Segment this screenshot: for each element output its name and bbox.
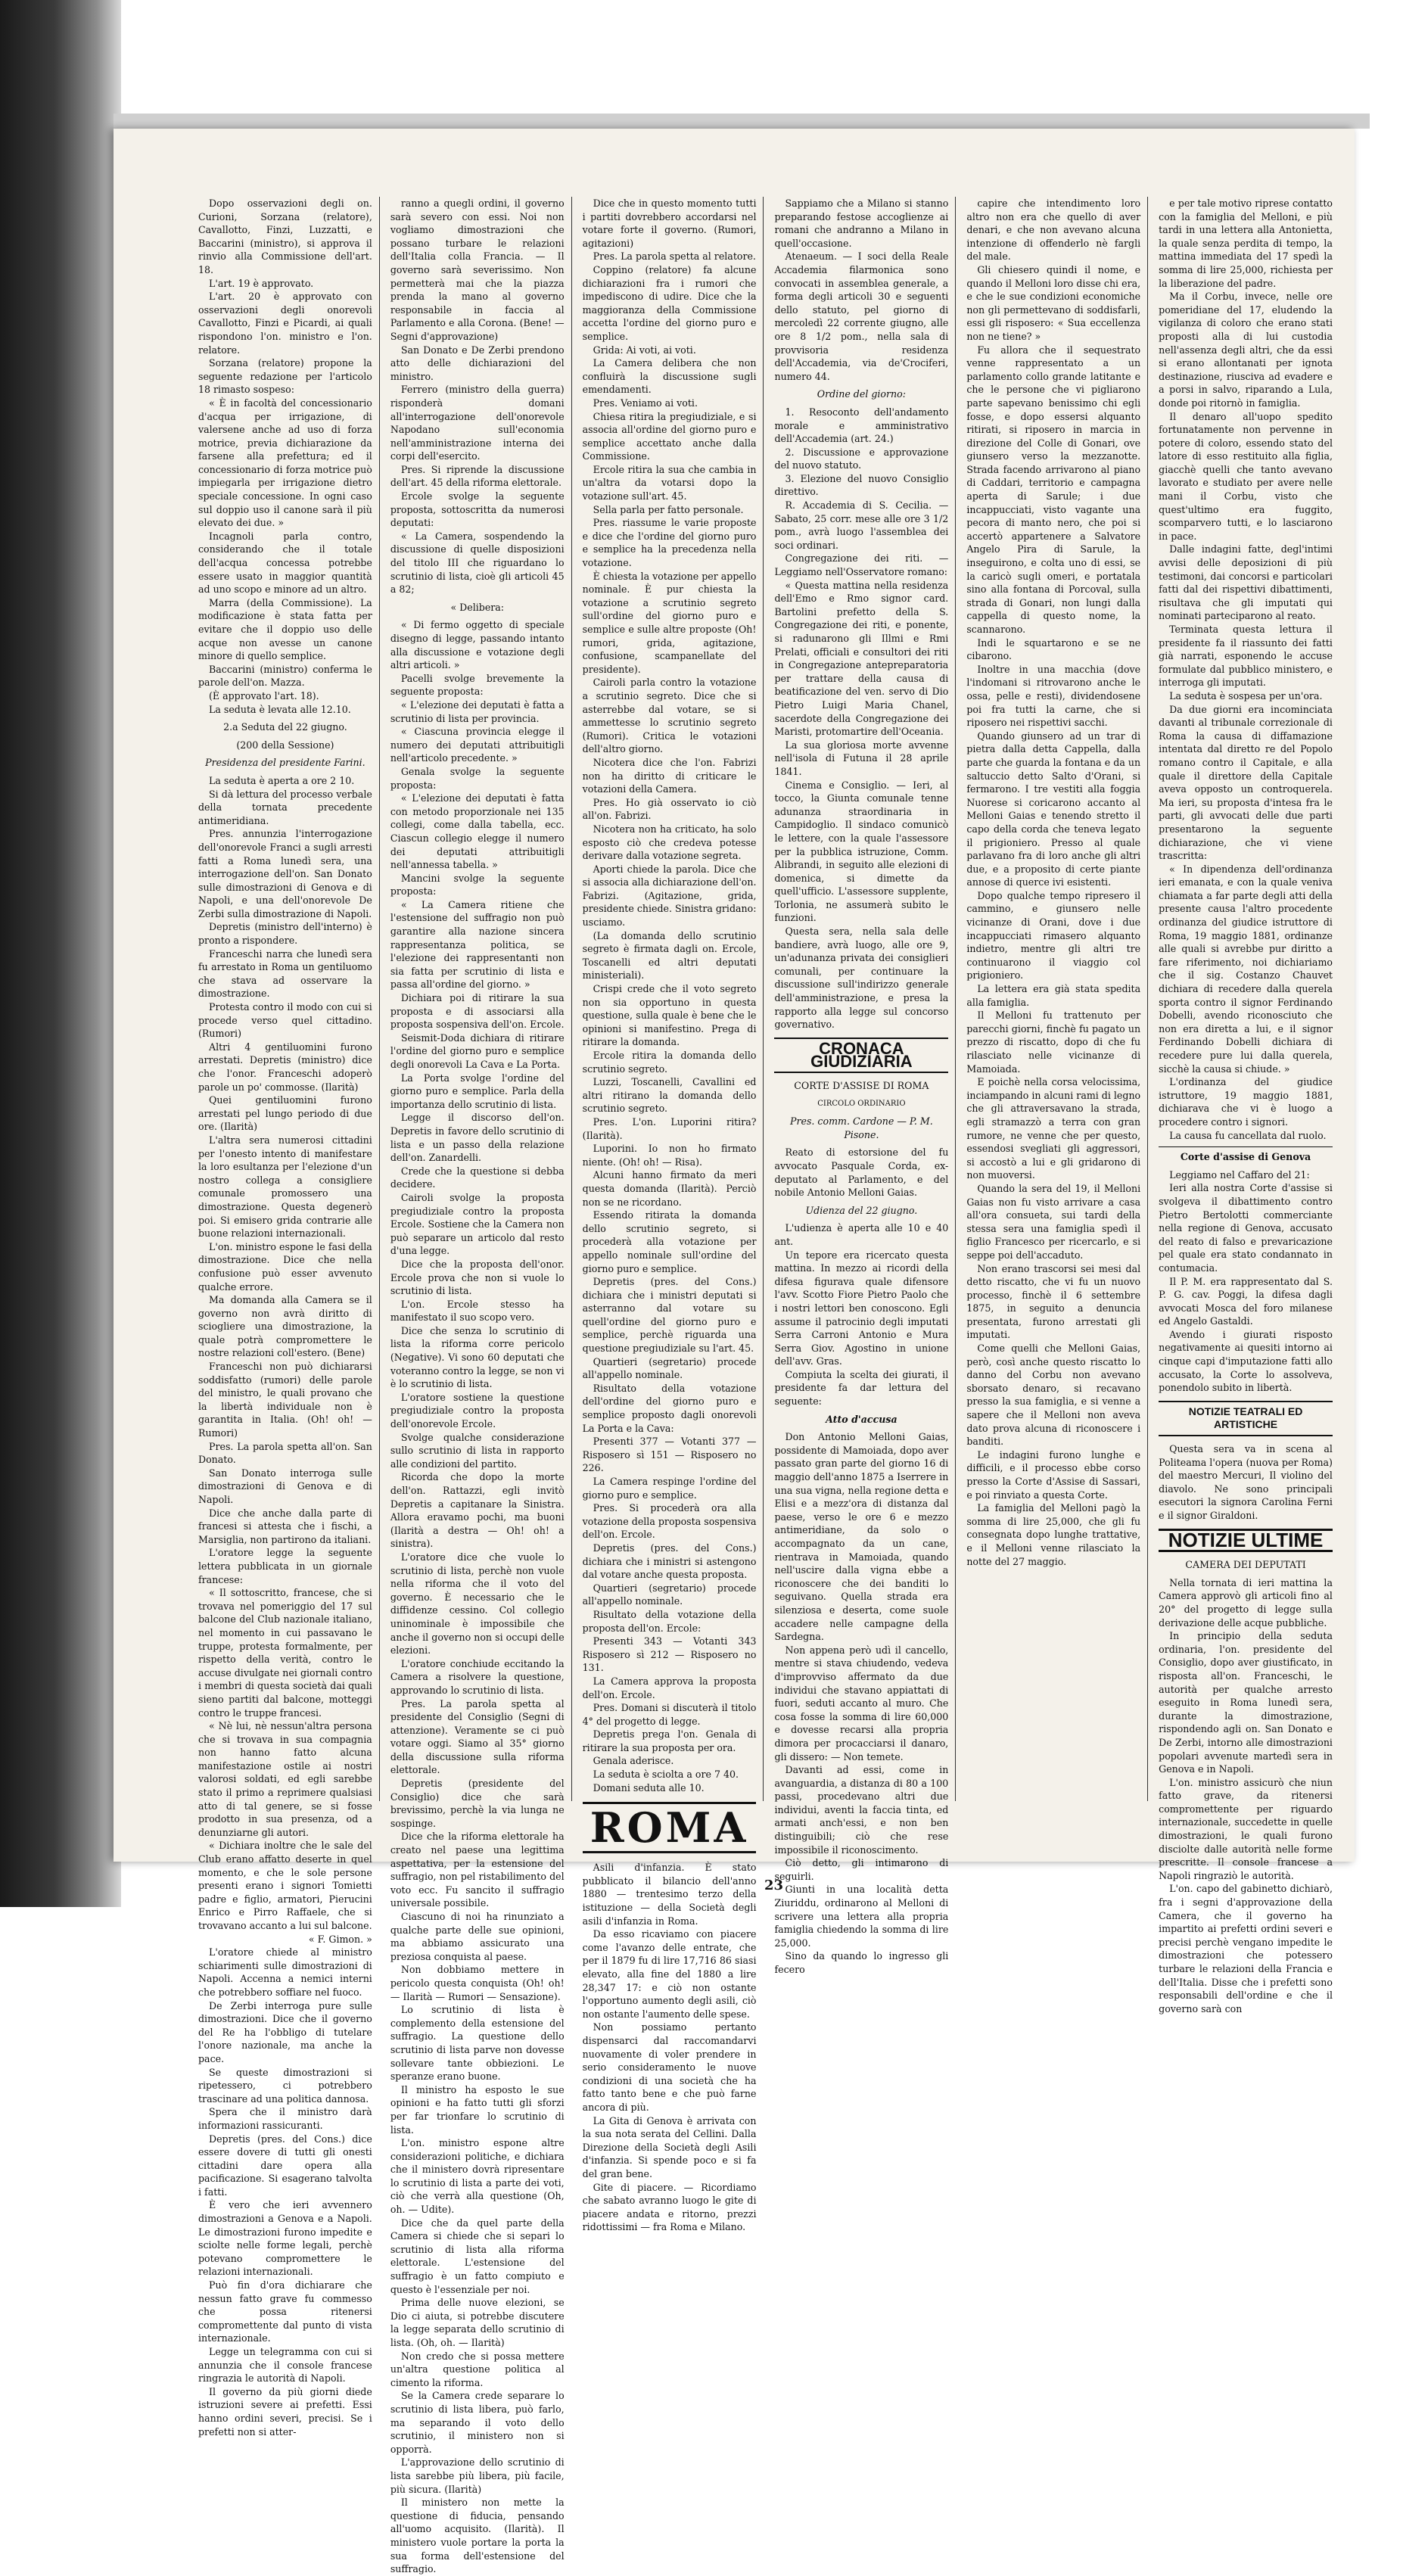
paragraph: « Questa mattina nella residenza dell'Emo e Rmo signor card. Bartolini prefetto della S. Congregazione dei riti, e ponente, si radunarono gli Illmi e Rmi Prelati, officiali e consultori dei riti in Congregazione antepreparatoria per trattare della causa di beatificazione del ven. servo di Dio Pietro Luigi Maria Chanel, sacerdote della Congregazione dei Maristi, protomartire dell'Oceania.	[774, 579, 949, 738]
paragraph: Reato di estorsione del fu avvocato Pasquale Corda, ex-deputato al Parlamento, e del nobile Antonio Melloni Gaias.	[774, 1146, 949, 1199]
paragraph: Il Melloni fu trattenuto per parecchi giorni, finchè fu pagato un prezzo di riscatto, dopo di che fu rilasciato nelle vicinanze di Mamoiada.	[966, 1010, 1141, 1075]
paragraph: « Nè lui, nè nessun'altra persona che si trovava in sua compagnia non hanno fatto alcuna manifestazione ostile ai nostri valorosi soldati, ed egli sarebbe stato il primo a reprimere qualsiasi atto di tal genere, se si fosse prodotto in sua presenza, od a denunziarne gli autori.	[198, 1720, 372, 1838]
paragraph: L'on. capo del gabinetto dichiarò, fra i segni d'approvazione della Camera, che il governo ha impartito ai prefetti ordini severi e precisi perchè vengano impedite le dimostrazioni che potessero turbare le relazioni della Francia e dell'Italia. Disse che i prefetti sono responsabili dell'ordine e che il governo sarà con	[1159, 1883, 1333, 2014]
paragraph: Coppino (relatore) fa alcune dichiarazioni fra i rumori che impediscono di udire. Dice che la maggioranza della Commissione accetta l'ordine del giorno puro e semplice.	[582, 263, 757, 342]
genova-court-heading: Corte d'assise di Genova	[1159, 1146, 1333, 1164]
book-spine	[0, 0, 121, 1907]
column-2	[387, 197, 572, 2575]
paragraph: Dice che da quel parte della Camera si chiede che si separi lo scrutinio di lista alla riforma elettorale. L'estensione del suffragio è un fatto compiuto e questo è l'essenziale per noi.	[390, 2217, 565, 2295]
paragraph: La Camera respinge l'ordine del giorno puro e semplice.	[582, 1476, 757, 1501]
paragraph: Ciò detto, gli intimarono di seguirli.	[774, 1857, 949, 1882]
paragraph: ranno a quegli ordini, il governo sarà severo con essi. Noi non vogliamo dimostrazioni che possano turbare le relazioni dell'Italia colla Francia. — Il governo sarà severissimo. Non permetterà mai che la piazza prenda la mano al governo responsabile in faccia al Parlamento e alla Corona. (Bene! — Segni d'approvazione)	[390, 198, 565, 342]
paragraph: Aporti chiede la parola. Dice che si associa alla dichiarazione dell'on. Fabrizi. (Agitazione, grida, presidente chiede. Sinistra gridano: usciamo.	[582, 863, 757, 929]
paragraph: La famiglia del Melloni pagò la somma di lire 25,000, che gli fu consegnata dopo lunghe trattative, e il Melloni venne rilasciato la notte del 27 maggio.	[966, 1502, 1141, 1567]
paragraph: Dopo qualche tempo ripresero il cammino, e giunsero nelle vicinanze di Orani, dove i due incappucciati rimasero alquanto indietro, mentre gli altri tre continuarono il viaggio col prigioniero.	[966, 889, 1141, 982]
paragraph: capire che intendimento loro altro non era che quello di aver denari, e che non avevano alcuna intenzione di offenderlo nè fargli del male.	[966, 198, 1141, 263]
paragraph: Pres. La parola spetta al relatore.	[593, 250, 756, 263]
paragraph: La seduta è levata alle 12.10.	[209, 703, 351, 715]
paragraph: 3. Elezione del nuovo Consiglio direttivo.	[774, 472, 949, 498]
paragraph: Prima delle nuove elezioni, se Dio ci aiuta, si potrebbe discutere la legge separata dello scrutinio di lista. (Oh, oh. — Ilarità)	[390, 2297, 565, 2348]
paragraph: La Camera approva la proposta dell'on. Ercole.	[582, 1675, 757, 1700]
paragraph: Se la Camera crede separare lo scrutinio di lista libera, può farlo, ma separando il voto dello scrutinio, il ministero non si opporrà.	[390, 2390, 565, 2455]
paragraph: Il ministro ha esposto le sue opinioni e ha fatto tutti gli sforzi per far trionfare lo scrutinio di lista.	[390, 2083, 565, 2136]
paragraph: Ieri alla nostra Corte d'assise si svolgeva il dibattimento contro Pietro Bertolotti commerciante nella regione di Genova, accusato del reato di falso e prevaricazione pel quale era stato condannato in contumacia.	[1159, 1182, 1333, 1274]
paragraph: La causa fu cancellata dal ruolo.	[1169, 1129, 1327, 1141]
paragraph: Quartieri (segretario) procede all'appello nominale.	[582, 1582, 757, 1607]
paragraph: Fu allora che il sequestrato venne rappresentato a un parlamento collo grande latitante e che le persone che vi pigliarono parte sapevano benissimo chi egli fosse, e dopo essersi alquanto ritirati, si riposero in marcia in direzione del Colle di Gonari, ove giunsero verso la mezzanotte. Strada facendo arrivarono al piano di Caddari, territorio e campagna aperta di Sarule; i due incappucciati, visto vagante una pecora di manto nero, che poi si accertò appartenere a Salvatore Angelo Pira di Sarule, la inseguirono, e colta uno di essi, se la caricò sugli omeri, e portatala sino alla fontana di Porcoval, sulla strada di Gonari, non lungi dalla cappella di questo nome, la scannarono.	[966, 344, 1141, 635]
paragraph: Da due giorni era incominciata davanti al tribunale correzionale di Roma la causa di diffamazione intentata dal diretto re del Popolo romano contro il Capitale, e alla quale il direttore della Capitale aveva opposto un controquerela. Ma ieri, su proposta d'intesa fra le parti, gli avvocati delle due parti presentarono la seguente dichiarazione, che vi viene trascritta:	[1159, 703, 1333, 862]
paragraph: Pres. Ho già osservato io ciò all'on. Fabrizi.	[582, 796, 757, 822]
paragraph: Baccarini (ministro) conferma le parole dell'on. Mazza.	[198, 663, 372, 689]
paragraph: L'oratore dice che vuole lo scrutinio di lista, perchè non vuole nella riforma che il voto del governo. È necessario che le diffidenze cessino. Col collegio uninominale è impossibile che anche il governo non si occupi delle elezioni.	[390, 1551, 565, 1657]
paragraph: Gli chiesero quindi il nome, e quando il Melloni loro disse chi era, e che le sue condizioni economiche non gli permettevano di soddisfarli, essi gli risposero: « Sua eccellenza non ne tiene? »	[966, 263, 1141, 342]
paragraph: Non appena però udì il cancello, mentre si stava chiudendo, vedeva d'improvviso affermato da due individui che stavano appiattati di fuori, seduti accanto al muro. Che cosa fosse la somma di lire 60,000 e dovesse recarsi alla propria dimora per procacciarsi il danaro, gli dissero: — Non temete.	[774, 1644, 949, 1762]
paragraph: Luzzi, Toscanelli, Cavallini ed altri ritirano la domanda dello scrutinio segreto.	[582, 1076, 757, 1115]
paragraph: L'approvazione dello scrutinio di lista sarebbe più libera, più facile, più sicura. (Ilarità)	[390, 2456, 565, 2495]
paragraph: Pres. Si riprende la discussione dell'art. 45 della riforma elettorale.	[390, 463, 565, 489]
paragraph: Presenti 343 — Votanti 343 Risposero sì 212 — Risposero no 131.	[582, 1635, 757, 1674]
paragraph: Può fin d'ora dichiarare che nessun fatto grave fu commesso che possa ritenersi compromettente dal punto di vista internazionale.	[198, 2279, 372, 2344]
paragraph: Franceschi non può dichiararsi soddisfatto (rumori) delle parole del ministro, le quali provano che la libertà individuale non è garantita in Italia. (Oh! oh! — Rumori)	[198, 1361, 372, 1439]
paragraph: L'art. 20 è approvato con osservazioni degli onorevoli Cavallotto, Finzi e Picardi, ai quali rispondono l'on. ministro e l'on. relatore.	[198, 291, 372, 356]
paragraph: « Il sottoscritto, francese, che si trovava nel pomeriggio del 17 sul balcone del Club nazionale italiano, nel momento in cui passavano le truppe, protesta formalmente, per rispetto della verità, contro le accuse divulgate nei giornali contro i membri di questa società dai quali sieno partiti dal balcone, motteggi contro le truppe francesi.	[198, 1587, 372, 1719]
page-number: 23	[764, 1878, 784, 1893]
paragraph: Don Antonio Melloni Gaias, possidente di Mamoiada, dopo aver passato gran parte del giorno 16 di maggio dell'anno 1875 a Iserrere in una sua vigna, nella regione detta e Elisi e a mezz'ora di distanza dal paese, verso le ore 6 e mezzo antimeridiane, da solo o accompagnato da un cane, rientrava in Mamoiada, quando nell'uscire dalla vigna ebbe a riconoscere che dei banditi lo seguivano. Quella strada era silenziosa e deserta, come suole accadere nelle campagne della Sardegna.	[774, 1431, 949, 1643]
paragraph: L'oratore conchiude eccitando la Camera a risolvere la questione, approvando lo scrutinio di lista.	[390, 1657, 565, 1696]
paragraph: Dice che la riforma elettorale ha creato nel paese una legittima aspettativa, per la estensione del suffragio, non pel ristabilimento del voto ecc. Fu sancito il suffragio universale possibile.	[390, 1831, 565, 1909]
paragraph: Indi le squartarono e se ne cibarono.	[966, 636, 1141, 662]
paragraph: Legge un telegramma con cui si annunzia che il console francese ringrazia le autorità di Napoli.	[198, 2346, 372, 2385]
session-number: (200 della Sessione)	[236, 739, 334, 751]
paragraph: Cairoli parla contro la votazione a scrutinio segreto. Dice che si asterrebbe dal votare, se si ammettesse lo scrutinio segreto (Rumori). Critica le votazioni dell'altro giorno.	[582, 677, 757, 755]
column-6	[1156, 197, 1339, 2014]
paragraph: E poichè nella corsa velocissima, inciampando in alcuni rami di legno che gli attraversavano la strada, egli stramazzò a terra con gran rumore, ne venne che per questo, essendosi svegliati gli aggressori, si accostò a lui e gli gridarono di non muoversi.	[966, 1076, 1141, 1181]
paragraph: 2. Discussione e approvazione del nuovo statuto.	[774, 446, 949, 471]
paragraph: Sella parla per fatto personale.	[593, 503, 744, 515]
paragraph: Nicotera non ha criticato, ha solo esposto ciò che credeva potesse derivare dalla votazione segreta.	[582, 823, 757, 862]
paragraph: Terminata questa lettura il presidente fa il riassunto dei fatti già narrati, esponendo le accuse formulate dal pubblico ministero, e interroga gli imputati.	[1159, 624, 1333, 689]
paragraph: L'on. ministro espone le fasi della dimostrazione. Dice che nella confusione può esser avvenuto qualche errore.	[198, 1240, 372, 1293]
paragraph: La seduta è sciolta a ore 7 40.	[593, 1769, 739, 1781]
paragraph: Non possiamo pertanto dispensarci dal raccomandarvi nuovamente di voler prendere in serio consideramento le nuove condizioni di una società che ha fatto tanto bene e che può farne ancora di più.	[582, 2021, 757, 2113]
paragraph: Seismit-Doda dichiara di ritirare l'ordine del giorno puro e semplice degli onorevoli La Cava e La Porta.	[390, 1031, 565, 1070]
paragraph: Sorzana (relatore) propone la seguente redazione per l'articolo 18 rimasto sospeso:	[198, 357, 372, 396]
paragraph: Se queste dimostrazioni si ripetessero, ci potrebbero trascinare ad una politica dannosa.	[198, 2066, 372, 2105]
paragraph: « Dichiara inoltre che le sale del Club erano affatto deserte in quel momento, e che le sole persone presenti erano i signori Tomietti padre e figlio, armatori, Pierucini Enrico e Pirro Raffaele, che si trovavano accanto a lui sul balcone.	[198, 1840, 372, 1931]
paragraph: Ercole ritira la sua che cambia in un'altra da votarsi dopo la votazione sull'art. 45.	[582, 463, 757, 502]
paragraph: Grida: Ai voti, ai voti.	[593, 344, 696, 356]
paragraph: Questa sera va in scena al Politeama l'opera (nuova per Roma) del maestro Mercuri, Il violino del diavolo. Ne sono principali esecutori la signora Carolina Ferni e il signor Giraldoni.	[1159, 1443, 1333, 1521]
paragraph: Ma il Corbu, invece, nelle ore pomeridiane del 17, eludendo la vigilanza di coloro che erano stati proposti alla di lui custodia nell'assenza degli altri, che da essi si erano allontanati per ignota destinazione, riusciva ad evadere e a porsi in salvo, riparando a Lula, donde poi ritornò in famiglia.	[1159, 291, 1333, 409]
paragraph: Il denaro all'uopo spedito fortunatamente non pervenne in potere di coloro, essendo stato del latore di esso restituito alla figlia, giacchè quelli che tanto avevano lavorato e studiato per avere nelle mani il Corbu, visto che quest'ultimo era fuggito, scomparvero tutti, e lo lasciarono in pace.	[1159, 410, 1333, 542]
paragraph: La lettera era già stata spedita alla famiglia.	[966, 983, 1141, 1008]
paragraph: « Di fermo oggetto di speciale disegno di legge, passando intanto alla discussione e votazione degli altri articoli. »	[390, 619, 565, 671]
paragraph: Pacelli svolge brevemente la seguente proposta:	[390, 672, 565, 698]
paragraph: Pres. annunzia l'interrogazione dell'onorevole Franci a sugli arresti fatti a Roma lunedì sera, una interrogazione dell'on. San Donato sulle dimostrazioni di Genova e di Napoli, e una dell'onorevole De Zerbi sulla dimostrazione di Napoli.	[198, 828, 372, 919]
paragraph: Ferrero (ministro della guerra) risponderà domani all'interrogazione dell'onorevole Napodano sull'economia nell'amministrazione interna dei corpi dell'esercito.	[390, 384, 565, 462]
indictment-heading: Atto d'accusa	[826, 1413, 897, 1425]
circle-heading: CIRCOLO ORDINARIO	[817, 1099, 906, 1108]
paragraph: Inoltre in una macchia (dove l'indomani si ritrovarono anche le ossa, pelle e resti), dividendosene poi fra tutti la carne, che si riposero nei rispettivi sacchi.	[966, 663, 1141, 729]
paragraph: Dice che la proposta dell'onor. Ercole prova che non si vuole lo scrutinio di lista.	[390, 1258, 565, 1297]
paragraph: Non dobbiamo mettere in pericolo questa conquista (Oh! oh! — Ilarità — Rumori — Sensazione).	[390, 1964, 565, 2002]
paragraph: È vero che ieri avvennero dimostrazioni a Genova e a Napoli. Le dimostrazioni furono impedite e sciolte nelle forme legali, perchè potevano compromettere le relazioni internazionali.	[198, 2199, 372, 2278]
paragraph: Ciascuno di noi ha rinunziato a qualche parte delle sue opinioni, ma abbiamo assicurato una preziosa conquista al paese.	[390, 1911, 565, 1962]
presidency-line: Presidenza del presidente Farini.	[205, 757, 366, 769]
paragraph: Congregazione dei riti. — Leggiamo nell'Osservatore romano:	[774, 552, 949, 578]
paragraph: L'art. 19 è approvato.	[209, 277, 314, 289]
cronaca-giudiziaria-heading: CRONACA GIUDIZIARIA	[774, 1038, 948, 1073]
paragraph: Svolge qualche considerazione sullo scrutinio di lista in rapporto alle condizioni del partito.	[390, 1431, 565, 1470]
paragraph: Incagnoli parla contro, considerando che il totale dell'acqua concessa potrebbe essere usato in maggior quantità ad uno scopo e minore ad un altro.	[198, 530, 372, 596]
paragraph: Gite di piacere. — Ricordiamo che sabato avranno luogo le gite di piacere andata e ritorno, prezzi ridottissimi — fra Roma e Milano.	[582, 2181, 757, 2233]
paragraph: Legge il discorso dell'on. Depretis in favore dello scrutinio di lista e un passo della relazione dell'on. Zanardelli.	[390, 1112, 565, 1164]
paragraph: « In dipendenza dell'ordinanza ieri emanata, e con la quale veniva chiamata a far parte degli atti della presente causa l'altro procedente ordinanza del giudice istruttore di Roma, 19 maggio 1881, ordinanze alle quali si avrebbe pur diritto a fare riferimento, noi dichiariamo che il sig. Costanzo Chauvet dichiara di recedere dalla querela sporta contro il signor Ferdinando Dobelli, avendo riconosciuto che non era diretta a lui, e il signor Ferdinando Dobelli dichiara di recedere pure lui dalla querela, sicchè la causa si chiude. »	[1159, 863, 1333, 1075]
paragraph: Giunti in una località detta Ziuriddu, ordinarono al Melloni di scrivere una lettera alla propria famiglia chiedendo la somma di lire 25,000.	[774, 1884, 949, 1949]
paragraph: Avendo i giurati risposto negativamente ai quesiti intorno ai cinque capi d'imputazione fatti allo accusato, la Corte lo assolveva, ponendolo subito in libertà.	[1159, 1328, 1333, 1394]
paragraph: Crede che la questione si debba decidere.	[390, 1165, 565, 1190]
paragraph: La seduta è sospesa per un'ora.	[1169, 689, 1323, 702]
paragraph: Depretis prega l'on. Genala di ritirare la sua proposta per ora.	[582, 1728, 757, 1753]
paragraph: Pres. riassume le varie proposte e dice che l'ordine del giorno puro e semplice ha la precedenza nella votazione.	[582, 517, 757, 569]
paragraph: « L'elezione dei deputati è fatta a scrutinio di lista per provincia.	[390, 698, 565, 724]
paragraph: Franceschi narra che lunedì sera fu arrestato in Roma un gentiluomo che stava ad osservare la dimostrazione.	[198, 947, 372, 1000]
paragraph: Un tepore era ricercato questa mattina. In mezzo ai ricordi della difesa figurava quale difensore l'avv. Scotto Fiore Pietro Paolo che i nostri lettori ben conoscono. Egli assume il patrocinio degli imputati Serra Carroni Antonio e Mura Serra Giov. Agostino in unione dell'avv. Gras.	[774, 1249, 949, 1367]
paragraph: La sua gloriosa morte avvenne nell'isola di Futuna il 28 aprile 1841.	[774, 739, 949, 777]
paragraph: Pres. La parola spetta all'on. San Donato.	[198, 1440, 372, 1466]
paragraph: Dice che in questo momento tutti i partiti dovrebbero accordarsi nel votare forte il governo. (Rumori, agitazioni)	[582, 198, 757, 249]
paragraph: Genala svolge la seguente proposta:	[390, 765, 565, 791]
paragraph: L'on. Ercole stesso ha manifestato il suo scopo vero.	[390, 1298, 565, 1324]
paragraph: L'oratore sostiene la questione pregiudiziale contro la proposta dell'onorevole Ercole.	[390, 1391, 565, 1430]
signature: « F. Gimon. »	[308, 1933, 372, 1945]
paragraph: Spera che il ministro darà informazioni rassicuranti.	[198, 2106, 372, 2131]
court-heading: CORTE D'ASSISE DI ROMA	[794, 1080, 929, 1091]
paragraph: L'oratore chiede al ministro schiarimenti sulle dimostrazioni di Napoli. Accenna a nemici interni che potrebbero soffiare nel fuoco.	[198, 1946, 372, 1998]
paragraph: Asili d'infanzia. È stato pubblicato il bilancio dell'anno 1880 — trentesimo terzo della istituzione — della Società degli asili d'infanzia in Roma.	[582, 1862, 757, 1927]
paragraph: Quartieri (segretario) procede all'appello nominale.	[582, 1355, 757, 1381]
paragraph: Pres. Si procederà ora alla votazione della proposta sospensiva dell'on. Ercole.	[582, 1502, 757, 1541]
paragraph: Cairoli svolge la proposta pregiudiziale contro la proposta Ercole. Sostiene che la Camera non può separare un articolo dal resto d'una legge.	[390, 1191, 565, 1257]
paragraph: e per tale motivo riprese contatto con la famiglia del Melloni, e più tardi in una lettera alla Antonietta, la quale senza perdita di tempo, la mattina immediata del 17 spedì la somma di lire 25,000, richiesta per la liberazione del padre.	[1159, 198, 1333, 289]
paragraph: Ma domanda alla Camera se il governo non avrà diritto di sciogliere una dimostrazione, la quale potrà compromettere le nostre relazioni coll'estero. (Bene)	[198, 1294, 372, 1359]
paragraph: Depretis (ministro dell'interno) è pronto a rispondere.	[198, 921, 372, 947]
paragraph: Essendo ritirata la domanda dello scrutinio segreto, si procederà alla votazione per appello nominale sull'ordine del giorno puro e semplice.	[582, 1209, 757, 1274]
paragraph: Le indagini furono lunghe e difficili, e il processo ebbe corso presso la Corte d'Assise di Sassari, e poi rinviato a questa Corte.	[966, 1448, 1141, 1501]
paragraph: Depretis (pres. del Cons.) dichiara che i ministri deputati si asterranno dal votare su quell'ordine del giorno puro e semplice, perchè riguarda una questione pregiudiziale su l'art. 45.	[582, 1276, 757, 1355]
paragraph: Risultato della votazione della proposta dell'on. Ercole:	[582, 1608, 757, 1634]
paragraph: Chiesa ritira la pregiudiziale, e si associa all'ordine del giorno puro e semplice accettato anche dalla Commissione.	[582, 410, 757, 462]
paragraph: Questa sera, nella sala delle bandiere, avrà luogo, alle ore 9, un'adunanza privata dei consiglieri comunali, per continuare la discussione sull'indirizzo generale dell'amministrazione, e presa la rapporto alla legge sul concorso governativo.	[774, 926, 949, 1031]
paragraph: « Delibera:	[450, 601, 505, 613]
paragraph: L'on. ministro espone altre considerazioni politiche, e dichiara che il ministero dovrà ripresentare lo scrutinio di lista a parte dei voti, ciò che verrà alla questione (Oh, oh. — Udite).	[390, 2137, 565, 2216]
paragraph: L'altra sera numerosi cittadini per l'onesto intento di manifestare la loro esultanza per l'elezione d'un nostro collega a consigliere comunale promossero una dimostrazione. Questa degenerò poi. Si emisero grida contrarie alle buone relazioni internazionali.	[198, 1134, 372, 1240]
paragraph: L'oratore legge la seguente lettera pubblicata in un giornale francese:	[198, 1547, 372, 1585]
column-3	[580, 197, 764, 2233]
hearing-date: Udienza del 22 giugno.	[805, 1204, 918, 1216]
paragraph: Protesta contro il modo con cui si procede verso quel cittadino. (Rumori)	[198, 1001, 372, 1040]
paragraph: Dalle indagini fatte, degl'intimi avvisi delle deposizioni di più testimoni, dai concorsi e particolari fatti dal dei rispettivi dibattimenti, risultava che gli imputati qui nominati parteciparono al reato.	[1159, 543, 1333, 622]
paragraph: Risultato della votazione dell'ordine del giorno puro e semplice proposto dagli onorevoli La Porta e la Cava:	[582, 1382, 757, 1434]
paragraph: Pres. L'on. Luporini ritira? (Ilarità).	[582, 1115, 757, 1141]
paragraph: « È in facoltà del concessionario d'acqua per irrigazione, di valersene anche ad uso di forza motrice, previa dichiarazione da farsene alla prefettura; ed il concessionario di forza motrice può impiegarla per irrigazione dietro speciale concessione. In ogni caso sul doppio uso il canone sarà il più elevato dei due. »	[198, 397, 372, 529]
paragraph: Leggiamo nel Caffaro del 21:	[1169, 1168, 1310, 1181]
paragraph: Pres. Veniamo ai voti.	[593, 397, 698, 409]
paragraph: La Porta svolge l'ordine del giorno puro e semplice. Parla della importanza dello scrutinio di lista.	[390, 1072, 565, 1110]
latest-news-heading: NOTIZIE ULTIME	[1159, 1529, 1333, 1553]
paragraph: Pres. Domani si discuterà il titolo 4° del progetto di legge.	[582, 1702, 757, 1727]
paragraph: San Donato interroga sulle dimostrazioni di Genova e di Napoli.	[198, 1467, 372, 1505]
paragraph: In principio della seduta ordinaria, l'on. presidente del Consiglio, dopo aver giustificato, in risposta all'on. Franceschi, le autorità per qualche arresto eseguito in Roma lunedì sera, durante la dimostrazione, rispondendo agli on. San Donato e De Zerbi, intorno alle dimostrazioni popolari avvenute martedì sera in Genova e in Napoli.	[1159, 1630, 1333, 1775]
paragraph: Da esso ricaviamo con piacere come l'avanzo delle entrate, che per il 1879 fu di lire 17,716 86 siasi elevato, alla fine del 1880 a lire 28,347 17: e ciò non ostante l'opportuno aumento degli asili, ciò non ostante l'aumento delle spese.	[582, 1928, 757, 2020]
paragraph: Alcuni hanno firmato da meri questa domanda (Ilarità). Perciò non se ne ricordano.	[582, 1169, 757, 1208]
chamber-heading: CAMERA DEI DEPUTATI	[1185, 1559, 1306, 1571]
paragraph: Il ministero non mette la questione di fiducia, pensando all'uomo acquisito. (Ilarità). Il ministero vuole portare la porta la sua forma dell'estensione del suffragio.	[390, 2497, 565, 2575]
paragraph: È chiesta la votazione per appello nominale. È pur chiesta la votazione a scrutinio segreto sull'ordine del giorno puro e semplice e sulle altre proposte (Oh! rumori, grida, agitazione, confusione, scampanellate del presidente).	[582, 570, 757, 675]
paragraph: L'udienza è aperta alle 10 e 40 ant.	[774, 1222, 949, 1247]
paragraph: Dice che senza lo scrutinio di lista la riforma corre pericolo (Negative). Vi sono 60 deputati che voteranno contro la legge, se non vi è lo scrutinio di lista.	[390, 1324, 565, 1390]
paragraph: Nicotera dice che l'on. Fabrizi non ha diritto di criticare le votazioni della Camera.	[582, 756, 757, 795]
paragraph: Non credo che si possa mettere un'altra questione politica al cimento la riforma.	[390, 2350, 565, 2388]
paragraph: San Donato e De Zerbi prendono atto delle dichiarazioni del ministro.	[390, 344, 565, 382]
paragraph: « La Camera, sospendendo la discussione di quelle disposizioni del titolo III che riguardano lo scrutinio di lista, cioè gli articoli 45 a 82;	[390, 530, 565, 596]
paragraph: Atenaeum. — I soci della Reale Accademia filarmonica sono convocati in assemblea generale, a forma degli articoli 30 e seguenti dello statuto, pel giorno di mercoledì 22 corrente giugno, alle ore 8 1/2 pom., nella sala di provvisoria residenza dell'Accademia, via de'Crociferi, numero 44.	[774, 250, 949, 382]
paragraph: Ricorda che dopo la morte dell'on. Rattazzi, egli invitò Depretis a capitanare la Sinistra. Allora eravamo pochi, ma buoni (Ilarità a destra — Oh! oh! a sinistra).	[390, 1471, 565, 1550]
president-line: Pres. comm. Cardone — P. M. Pisone.	[790, 1115, 933, 1140]
paragraph: Compiuta la scelta dei giurati, il presidente fa dar lettura del seguente:	[774, 1368, 949, 1408]
paragraph: Ercole svolge la seguente proposta, sottoscritta da numerosi deputati:	[390, 490, 565, 529]
paragraph: « Ciascuna provincia elegge il numero dei deputati attribuitigli nell'articolo precedente. »	[390, 726, 565, 764]
column-1	[195, 197, 380, 2438]
paragraph: Altri 4 gentiluomini furono arrestati. Depretis (ministro) dice che l'onor. Franceschi adoperò parole un po' commosse. (Ilarità)	[198, 1041, 372, 1093]
paragraph: Crispi crede che il voto segreto non sia opportuno in questa questione, sulla quale è bene che le opinioni si manifestino. Prega di ritirare la domanda.	[582, 983, 757, 1048]
session-heading: 2.a Seduta del 22 giugno.	[223, 721, 347, 733]
paragraph: Sino da quando lo ingresso gli fecero	[774, 1950, 949, 1975]
paragraph: Come quelli che Melloni Gaias, però, così anche questo riscatto lo danno del Corbu non avevano sborsato denaro, si recavano presso la sua famiglia, e si venne a sapere che il Melloni non aveva dato prova alcuna di riconoscere i banditi.	[966, 1342, 1141, 1448]
paragraph: Mancini svolge la seguente proposta:	[390, 872, 565, 898]
roma-section-heading: ROMA	[583, 1802, 757, 1853]
paragraph: Si dà lettura del processo verbale della tornata precedente antimeridiana.	[198, 788, 372, 826]
paragraph: R. Accademia di S. Cecilia. — Sabato, 25 corr. mese alle ore 3 1/2 pom., avrà luogo l'assemblea dei soci ordinari.	[774, 499, 949, 551]
paragraph: Depretis (pres. del Cons.) dichiara che i ministri si astengono dal votare anche questa proposta.	[582, 1542, 757, 1581]
paragraph: « L'elezione dei deputati è fatta con metodo proporzionale nei 135 collegi, come dalla tabella, ecc. Ciascun collegio elegge il numero dei deputati attribuitigli nell'annessa tabella. »	[390, 792, 565, 871]
paragraph: Cinema e Consiglio. — Ieri, al tocco, la Giunta comunale tenne adunanza straordinaria in Campidoglio. Il sindaco comunicò le lettere, con la quale l'assessore per la pubblica istruzione, Comm. Alibrandi, in seguito alle elezioni di domenica, si dimette da quell'ufficio. L'assessore supplente, Torlonia, ne assumerà subito le funzioni.	[774, 779, 949, 924]
paragraph: Sappiamo che a Milano si stanno preparando festose accoglienze ai romani che andranno a Milano in quell'occasione.	[774, 198, 949, 249]
agenda-heading: Ordine del giorno:	[817, 388, 906, 400]
paragraph: Dichiara poi di ritirare la sua proposta e di associarsi alla proposta sospensiva dell'on. Ercole.	[390, 992, 565, 1031]
paragraph: Nella tornata di ieri mattina la Camera approvò gli articoli fino al 20° del progetto di legge sulla derivazione delle acque pubbliche.	[1159, 1576, 1333, 1629]
paragraph: Non erano trascorsi sei mesi dal detto riscatto, che vi fu un nuovo processo, finchè il 6 settembre 1875, in seguito a denuncia presentata, furono arrestati gli imputati.	[966, 1262, 1141, 1341]
paragraph: Dopo osservazioni degli on. Curioni, Sorzana (relatore), Cavallotto, Finzi, Luzzatti, e Baccarini (ministro), si approva il rinvio alla Commissione dell'art. 18.	[198, 198, 372, 275]
paragraph: La Gita di Genova è arrivata con la sua nota serata del Cellini. Dalla Direzione della Società degli Asili d'infanzia. Si spende poco e si fa del gran bene.	[582, 2114, 757, 2179]
paragraph: Luporini. Io non ho firmato niente. (Oh! oh! — Risa).	[582, 1143, 757, 1168]
paragraph: Davanti ad essi, come in avanguardia, a distanza di 80 a 100 passi, procedevano altri due individui, aventi la faccia tinta, ed armati anch'essi, e non ben distinguibili; ciò che rese impossibile il riconoscimento.	[774, 1764, 949, 1856]
paragraph: L'ordinanza del giudice istruttore, 19 maggio 1881, dichiarava che vi è luogo a procedere contro i signori.	[1159, 1076, 1333, 1128]
paragraph: (È approvato l'art. 18).	[209, 689, 319, 702]
paragraph: Depretis (presidente del Consiglio) dice che sarà brevissimo, perchè la via lunga ne sospinge.	[390, 1778, 565, 1829]
paragraph: La seduta è aperta a ore 2 10.	[209, 774, 355, 786]
paragraph: Quando la sera del 19, il Melloni Gaias non fu visto arrivare a casa all'ora consueta, sui tardi della stessa sera una famiglia spedì il figlio Francesco per ricercarlo, e si seppe poi dell'accaduto.	[966, 1182, 1141, 1261]
theater-news-heading: NOTIZIE TEATRALI ED ARTISTICHE	[1159, 1401, 1333, 1436]
paragraph: Lo scrutinio di lista è complemento della estensione del suffragio. La questione dello scrutinio di lista parve non dovesse sollevare tante obbiezioni. Le speranze erano buone.	[390, 2004, 565, 2083]
paragraph: Depretis (pres. del Cons.) dice essere dovere di tutti gli onesti cittadini dare opera alla pacificazione. Si esagerano talvolta i fatti.	[198, 2133, 372, 2198]
paragraph: Genala aderisce.	[593, 1755, 674, 1767]
page-edge	[114, 114, 1370, 129]
paragraph: Marra (della Commissione). La modificazione è stata fatta per evitare che il doppio uso delle acque non avesse un canone minore di quello semplice.	[198, 596, 372, 662]
paragraph: « La Camera ritiene che l'estensione del suffragio non può garantire alla nazione sincera rappresentanza politica, se l'elezione dei rappresentanti non sia fatta per scrutinio di lista e passa all'ordine del giorno. »	[390, 898, 565, 991]
paragraph: Quei gentiluomini furono arrestati pel lungo periodo di due ore. (Ilarità)	[198, 1094, 372, 1133]
paragraph: Il P. M. era rappresentato dal S. P. G. cav. Poggi, la difesa dagli avvocati Mosca del foro milanese ed Angelo Gastaldi.	[1159, 1275, 1333, 1327]
paragraph: Ercole ritira la domanda dello scrutinio segreto.	[582, 1050, 757, 1075]
paragraph: Il governo da più giorni diede istruzioni severe ai prefetti. Essi hanno ordini severi, precisi. Se i prefetti non si atter-	[198, 2385, 372, 2438]
paragraph: Domani seduta alle 10.	[593, 1781, 705, 1794]
column-5	[963, 197, 1148, 1801]
paragraph: De Zerbi interroga pure sulle dimostrazioni. Dice che il governo del Re ha l'obbligo di tutelare l'onore nazionale, ma anche la pace.	[198, 1999, 372, 2064]
paragraph: 1. Resoconto dell'andamento morale e amministrativo dell'Accademia (art. 24.)	[774, 406, 949, 445]
paragraph: L'on. ministro assicurò che niun fatto grave, da ritenersi compromettente per riguardo internazionale, succedette in quelle dimostrazioni, le quali furono disciolte dalle autorità nelle forme prescritte. Il console francese a Napoli ringraziò le autorità.	[1159, 1776, 1333, 1881]
paragraph: Pres. La parola spetta al presidente del Consiglio (Segni di attenzione). Veramente se ci può votare oggi. Siamo al 35° giorno della discussione sulla riforma elettorale.	[390, 1697, 565, 1776]
paragraph: Dice che anche dalla parte di francesi si attesta che i fischi, a Marsiglia, non partirono da italiani.	[198, 1507, 372, 1545]
paragraph: Presenti 377 — Votanti 377 — Risposero sì 151 — Risposero no 226.	[582, 1436, 757, 1474]
paragraph: (La domanda dello scrutinio segreto è firmata dagli on. Ercole, Toscanelli ed altri deputati ministeriali).	[582, 929, 757, 982]
paragraph: Quando giunsero ad un trar di pietra dalla detta Cappella, dalla parte che guarda la fontana e da un saltuccio detto Salto d'Orani, si fermarono. I tre vestiti alla foggia Nuorese si coricarono accanto al Melloni Gaias e tenendo stretto il capo della corda che teneva legato il prigioniero. Presso al quale parlavano fra di loro anche gli altri due, e a proposito di certe piante annose di querce ivi esistenti.	[966, 730, 1141, 888]
paragraph: La Camera delibera che non confluirà la discussione sugli emendamenti.	[582, 357, 757, 396]
